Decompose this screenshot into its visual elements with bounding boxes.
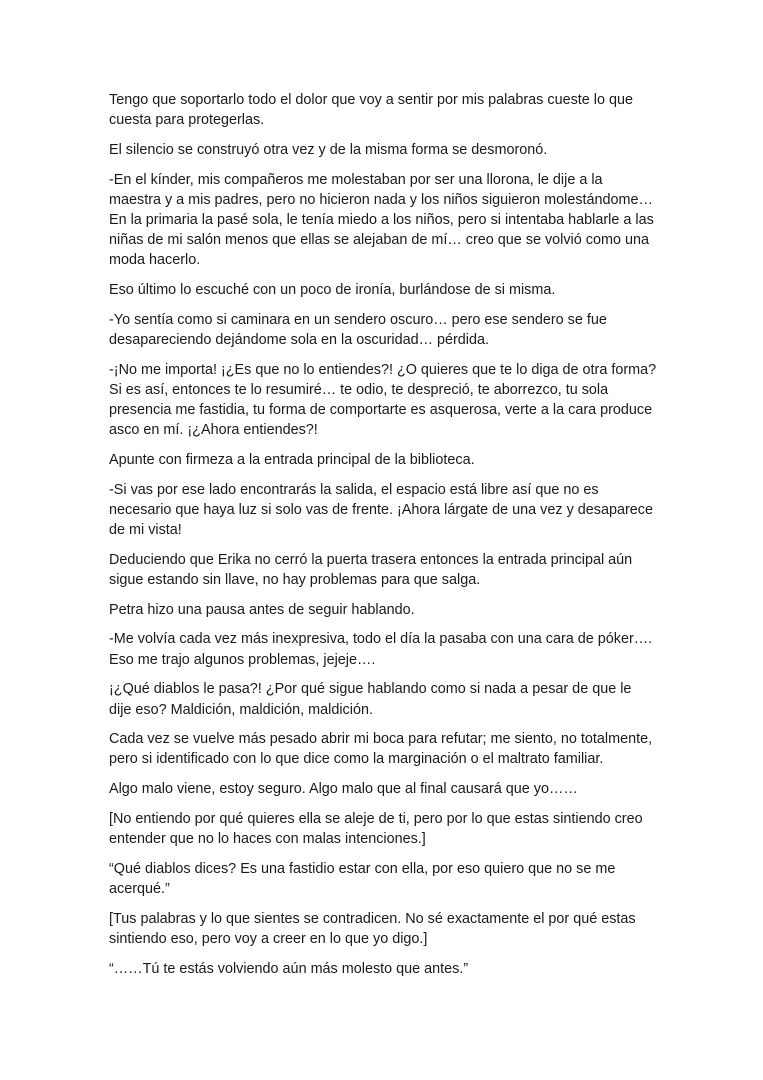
paragraph: “Qué diablos dices? Es una fastidio estar con ella, por eso quiero que no se me acerqué.” [109, 860, 616, 897]
paragraph: “……Tú te estás volviendo aún más molesto que antes.” [109, 960, 469, 977]
paragraph: -Si vas por ese lado encontrarás la salida, el espacio está libre así que no es necesario que haya luz si solo vas de frente. ¡Ahora lárgate de una vez y desaparece de mi vista! [109, 481, 653, 539]
paragraph: Tengo que soportarlo todo el dolor que voy a sentir por mis palabras cueste lo que cuesta para protegerlas. [109, 92, 633, 129]
paragraph: Cada vez se vuelve más pesado abrir mi boca para refutar; me siento, no totalmente, pero si identificado con lo que dice como la marginación o el maltrato familiar. [109, 731, 653, 768]
paragraph: -Yo sentía como si caminara en un sendero oscuro… pero ese sendero se fue desapareciendo dejándome sola en la oscuridad… pérdida. [109, 311, 607, 349]
paragraph: -En el kínder, mis compañeros me molestaban por ser una llorona, le dije a la maestra y a mis padres, pero no hicieron nada y los niños siguieron molestándome… En la primaria la pasé sola, le tenía miedo a los niños, pero si intentaba hablarle a las niñas de mi salón menos que ellas se alejaban de mí… creo que se volvió como una moda hacerlo. [109, 171, 654, 269]
paragraph: Eso último lo escuché con un poco de ironía, burlándose de si misma. [109, 282, 556, 299]
paragraph: Algo malo viene, estoy seguro. Algo malo que al final causará que yo…… [109, 781, 578, 798]
paragraph: ¡¿Qué diablos le pasa?! ¿Por qué sigue hablando como si nada a pesar de que le dije eso? Maldición, maldición, maldición. [109, 681, 632, 718]
paragraph: -¡No me importa! ¡¿Es que no lo entiendes?! ¿O quieres que te lo diga de otra forma? Si es así, entonces te lo resumiré… te odio, te despreció, te aborrezco, tu sola presencia me fastidia, tu forma de comportarte es asquerosa, verte a la cara produce asco en mí. ¡¿Ahora entiendes?! [109, 361, 657, 439]
document-body [109, 90, 657, 988]
paragraph: Deduciendo que Erika no cerró la puerta trasera entonces la entrada principal aún sigue estando sin llave, no hay problemas para que salga. [109, 551, 633, 589]
paragraph: El silencio se construyó otra vez y de la misma forma se desmoronó. [109, 141, 548, 158]
paragraph: -Me volvía cada vez más inexpresiva, todo el día la pasaba con una cara de póker…. Eso me trajo algunos problemas, jejeje…. [109, 631, 653, 668]
paragraph: [Tus palabras y lo que sientes se contradicen. No sé exactamente el por qué estas sintiendo eso, pero voy a creer en lo que yo digo.] [109, 910, 636, 947]
paragraph: [No entiendo por qué quieres ella se aleje de ti, pero por lo que estas sintiendo creo entender que no lo haces con malas intenciones.] [109, 810, 643, 848]
paragraph: Petra hizo una pausa antes de seguir hablando. [109, 601, 415, 618]
paragraph: Apunte con firmeza a la entrada principal de la biblioteca. [109, 452, 475, 469]
